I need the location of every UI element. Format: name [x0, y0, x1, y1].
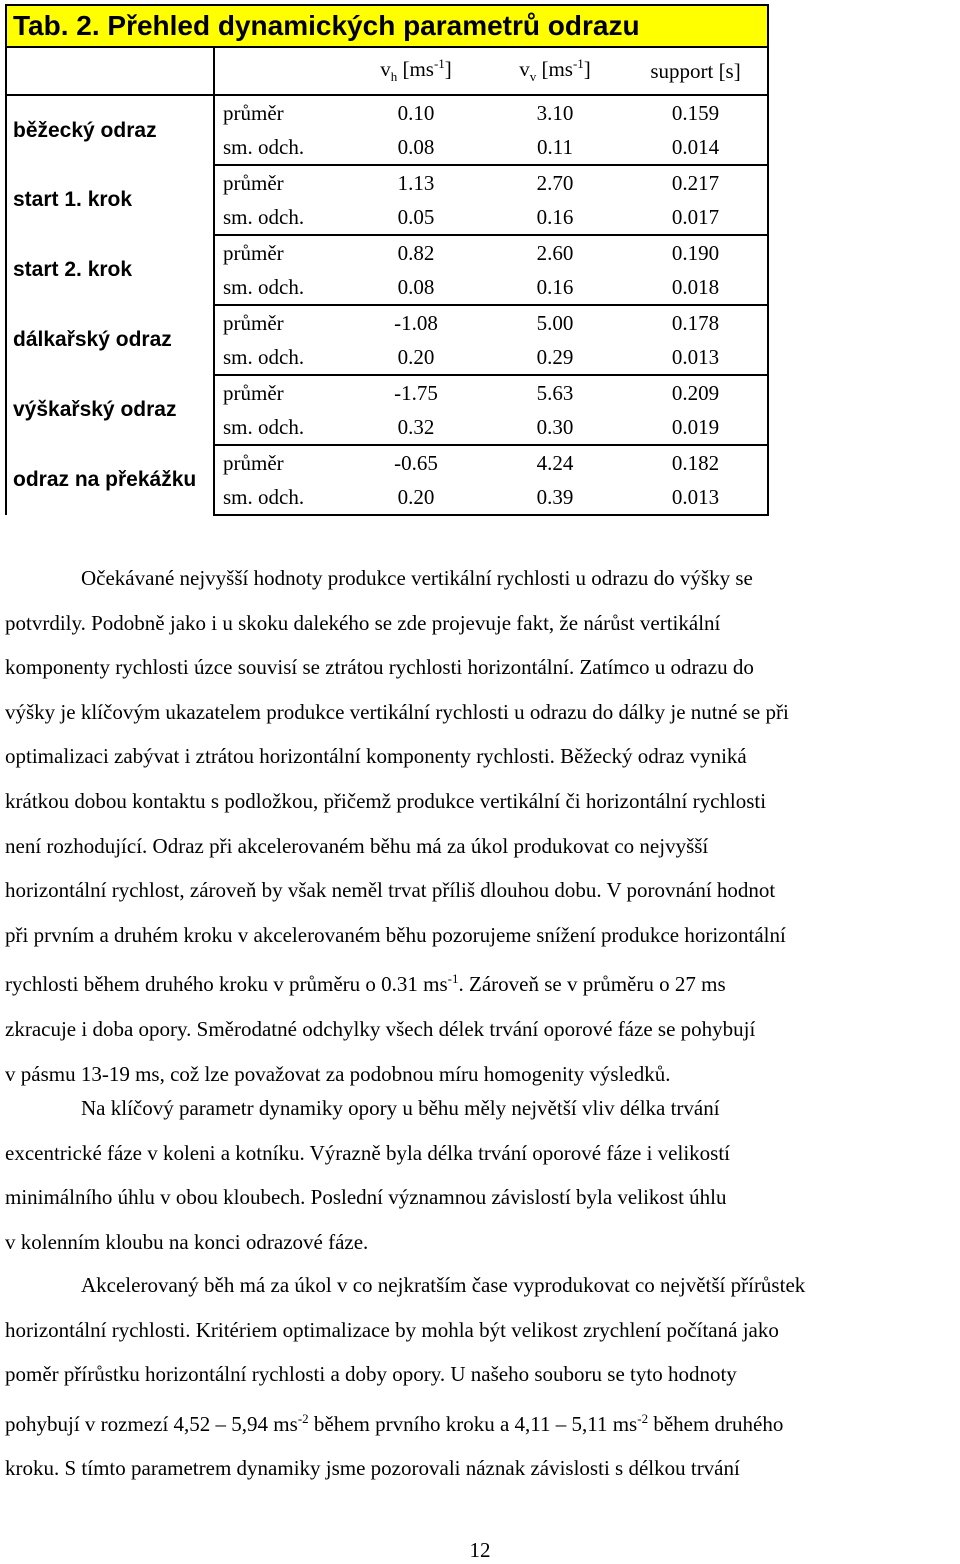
value-cell: 4.24 [536, 450, 574, 475]
table-header-row [6, 47, 768, 95]
value-cell: 0.30 [486, 410, 624, 445]
value-cell: -1.75 [394, 380, 438, 405]
value-cell: 0.182 [624, 445, 768, 480]
value-cell: 0.159 [624, 95, 768, 130]
stat-label: průměr [223, 100, 284, 125]
value-cell: 0.017 [624, 200, 768, 235]
table-row [6, 445, 768, 480]
header-support: support [s] [624, 47, 768, 95]
stat-label: průměr [223, 380, 284, 405]
page-number: 12 [469, 1538, 491, 1562]
text-line: při prvním a druhém kroku v akcelerovaném běhu pozorujeme snížení produkce horizontální [5, 922, 786, 947]
group-label: start 1. krok [6, 165, 214, 235]
stat-label: sm. odch. [214, 130, 346, 165]
value-cell: 0.20 [346, 340, 486, 375]
text-line: minimálního úhlu v obou kloubech. Poslední významnou závislostí byla velikost úhlu [5, 1185, 727, 1210]
value-cell: 5.63 [536, 380, 574, 405]
value-cell: 2.60 [536, 240, 574, 265]
value-cell: -1.08 [394, 310, 438, 335]
table-row [6, 165, 768, 200]
header-vh: $v_h$ $[ms^{-1}]$ [346, 47, 486, 95]
text-line: není rozhodující. Odraz při akcelerovaném běhu má za úkol produkovat co nejvyšší [5, 833, 709, 858]
group-label: odraz na překážku [6, 445, 214, 515]
text-line: horizontální rychlost, zároveň by však neměl trvat příliš dlouhou dobu. V porovnání hodnot [5, 878, 776, 903]
value-cell: 0.209 [624, 375, 768, 410]
paragraph-3 [5, 1263, 960, 1491]
value-cell: 0.16 [486, 270, 624, 305]
value-cell: 0.29 [486, 340, 624, 375]
text-line: poměr přírůstku horizontální rychlosti a doby opory. U našeho souboru se tyto hodnoty [5, 1362, 737, 1387]
value-cell: 0.013 [624, 340, 768, 375]
value-cell: 0.16 [486, 200, 624, 235]
stat-label: sm. odch. [214, 410, 346, 445]
value-cell: 0.39 [486, 480, 624, 515]
value-cell: 0.019 [624, 410, 768, 445]
stat-label: průměr [223, 450, 284, 475]
value-cell: 0.190 [624, 235, 768, 270]
value-cell: 0.10 [397, 100, 435, 125]
value-cell: 0.178 [624, 305, 768, 340]
group-label: dálkařský odraz [6, 305, 214, 375]
stat-label: sm. odch. [214, 270, 346, 305]
text-line: kroku. S tímto parametrem dynamiky jsme pozorovali náznak závislosti s délkou trvání [5, 1456, 740, 1481]
text-line: horizontální rychlosti. Kritériem optimalizace by mohla být velikost zrychlení počítaná jako [5, 1317, 779, 1342]
value-cell: 0.014 [624, 130, 768, 165]
header-vv: $v_v$ $[ms^{-1}]$ [486, 47, 624, 95]
parameters-table-container [5, 4, 767, 509]
stat-label: průměr [223, 240, 284, 265]
stat-label: sm. odch. [214, 340, 346, 375]
dynamic-parameters-table [5, 4, 769, 516]
group-label: běžecký odraz [6, 95, 214, 165]
text-line: zkracuje i doba opory. Směrodatné odchylky všech délek trvání oporové fáze se pohybují [5, 1016, 756, 1041]
table-row [6, 95, 768, 130]
text-line: Očekávané nejvyšší hodnoty produkce vertikální rychlosti u odrazu do výšky se [81, 566, 753, 590]
stat-label: sm. odch. [214, 480, 346, 515]
text-line: pohybují v rozmezí 4,52 – 5,94 $ms^{-2}$ během prvního kroku a 4,11 – 5,11 $ms^{-2}$ během druhého [5, 1410, 784, 1436]
text-line: Na klíčový parametr dynamiky opory u běhu měly největší vliv délka trvání [81, 1096, 720, 1120]
group-label: start 2. krok [6, 235, 214, 305]
text-line: v pásmu 13-19 ms, což lze považovat za podobnou míru homogenity výsledků. [5, 1061, 671, 1086]
value-cell: 3.10 [536, 100, 574, 125]
value-cell: 0.018 [624, 270, 768, 305]
value-cell: -0.65 [394, 450, 438, 475]
value-cell: 0.08 [346, 270, 486, 305]
text-line: rychlosti během druhého kroku v průměru o 0.31 $ms^{-1}$. Zároveň se v průměru o 27 ms [5, 971, 726, 997]
text-line: excentrické fáze v koleni a kotníku. Výrazně byla délka trvání oporové fáze i velikostí [5, 1140, 730, 1165]
value-cell: 0.217 [624, 165, 768, 200]
value-cell: 0.82 [397, 240, 435, 265]
text-line: potvrdily. Podobně jako i u skoku dalekého se zde projevuje fakt, že nárůst vertikální [5, 610, 721, 635]
text-line: Akcelerovaný běh má za úkol v co nejkratším čase vyprodukovat co největší přírůstek [81, 1273, 806, 1297]
text-line: komponenty rychlosti úzce souvisí se ztrátou rychlosti horizontální. Zatímco u odrazu do [5, 655, 754, 680]
table-row [6, 305, 768, 340]
text-line: výšky je klíčovým ukazatelem produkce vertikální rychlosti u odrazu do dálky je nutné se při [5, 699, 789, 724]
table-row [6, 375, 768, 410]
stat-label: průměr [223, 310, 284, 335]
text-line: krátkou dobou kontaktu s podložkou, přičemž produkce vertikální či horizontální rychlosti [5, 788, 767, 813]
group-label: výškařský odraz [6, 375, 214, 445]
value-cell: 0.013 [624, 480, 768, 515]
stat-label: průměr [223, 170, 284, 195]
value-cell: 0.32 [346, 410, 486, 445]
value-cell: 2.70 [536, 170, 574, 195]
text-line: v kolenním kloubu na konci odrazové fáze. [5, 1229, 369, 1254]
paragraph-2 [5, 1086, 960, 1264]
value-cell: 0.08 [346, 130, 486, 165]
stat-label: sm. odch. [214, 200, 346, 235]
paragraph-1 [5, 556, 960, 1096]
table-title: Tab. 2. Přehled dynamických parametrů odrazu [6, 5, 768, 47]
value-cell: 0.11 [486, 130, 624, 165]
text-line: optimalizaci zabývat i ztrátou horizontální komponenty rychlosti. Běžecký odraz vyniká [5, 744, 747, 769]
value-cell: 5.00 [536, 310, 574, 335]
value-cell: 1.13 [397, 170, 435, 195]
value-cell: 0.20 [346, 480, 486, 515]
table-row [6, 235, 768, 270]
value-cell: 0.05 [346, 200, 486, 235]
